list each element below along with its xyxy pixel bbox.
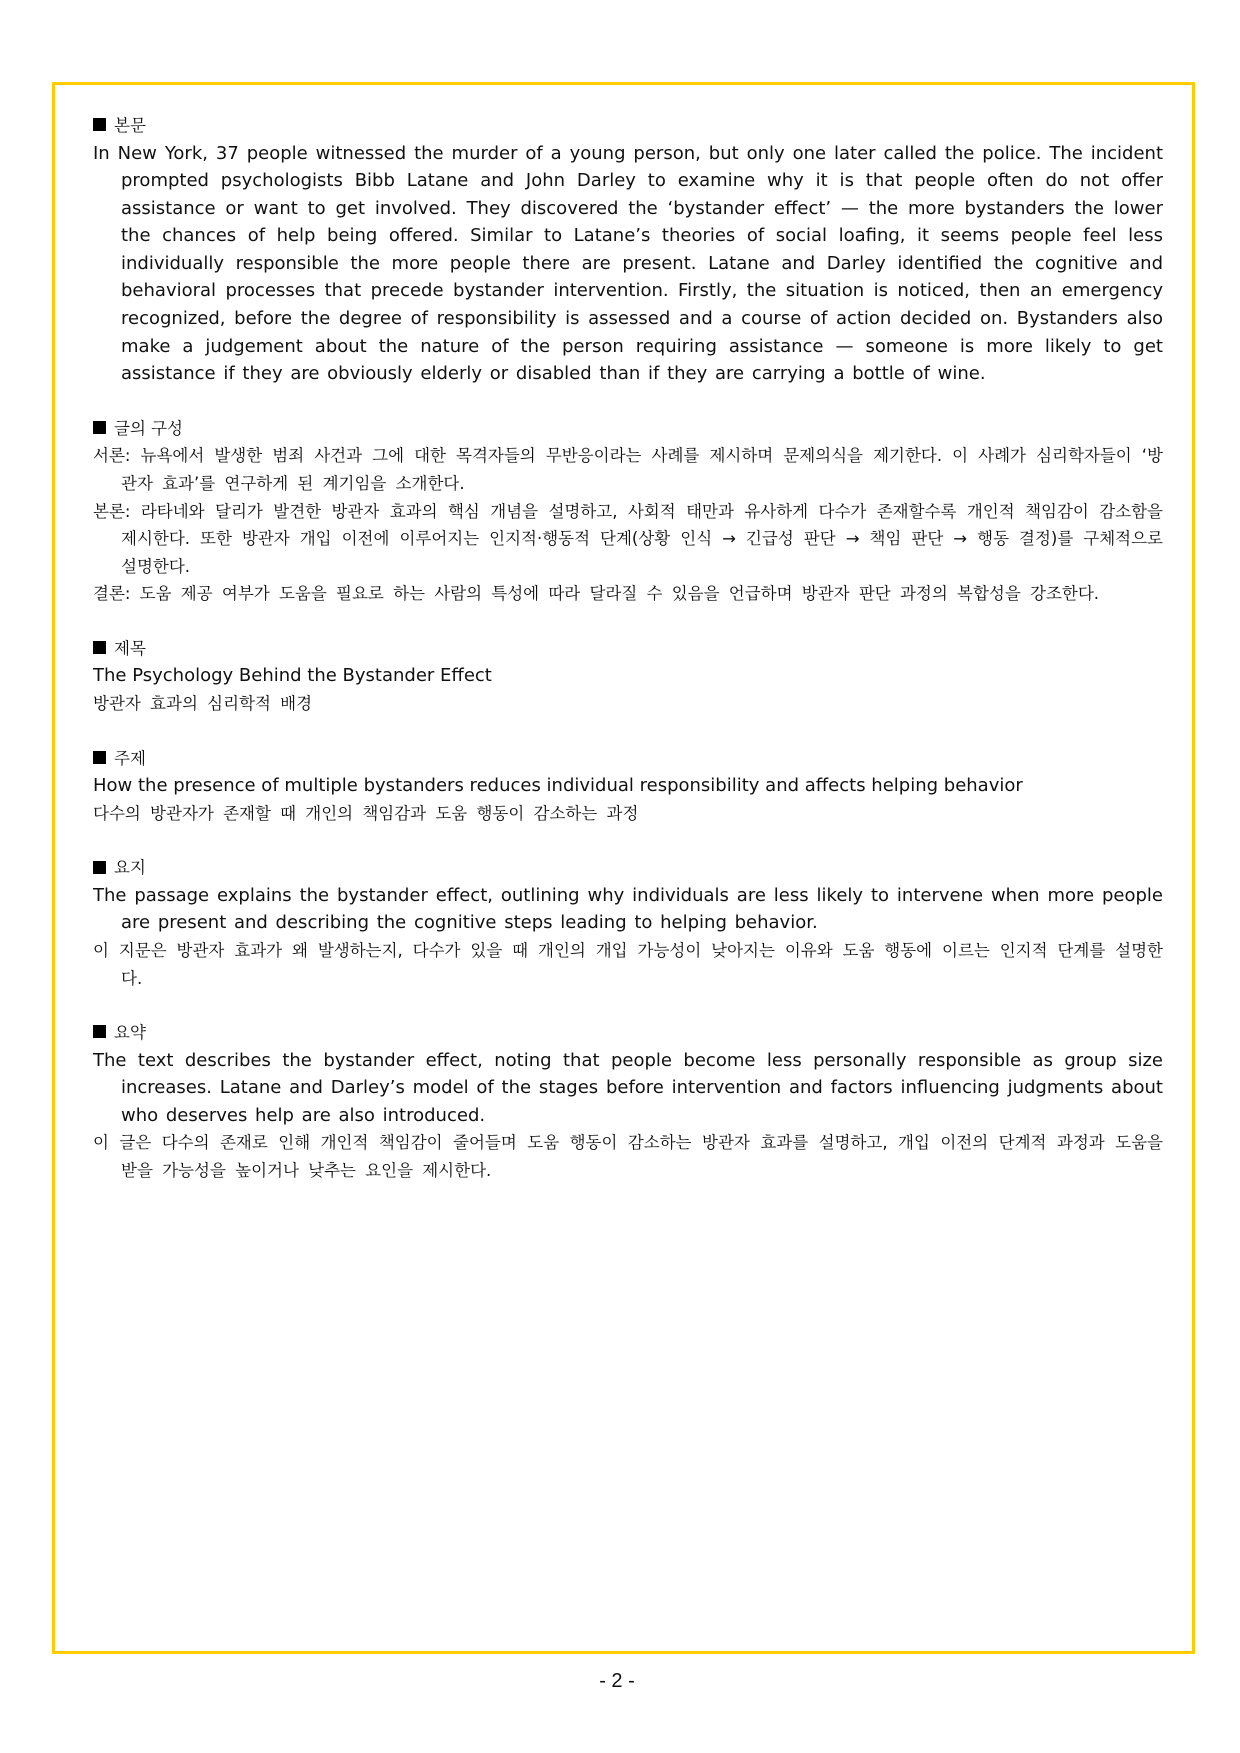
section-heading (93, 1019, 1163, 1047)
square-bullet-icon (93, 1025, 106, 1038)
heading-label: 글의 구성 (114, 418, 184, 438)
gist-english: The passage explains the bystander effect, outlining why individuals are less likely to intervene when more people are present and describing the cognitive steps leading to helping behavior. (93, 884, 1163, 934)
heading-label: 요지 (114, 858, 146, 878)
topic-english: How the presence of multiple bystanders reduces individual responsibility and affects helping behavior (93, 775, 1023, 797)
heading-label: 요약 (114, 1023, 146, 1043)
gist-korean: 이 지문은 방관자 효과가 왜 발생하는지, 다수가 있을 때 개인의 개입 가능성이 낮아지는 이유와 도움 행동에 이르는 인지적 단계를 설명한다. (93, 940, 1163, 988)
square-bullet-icon (93, 118, 106, 131)
section-structure (93, 415, 1163, 608)
heading-label: 주제 (114, 748, 146, 768)
summary-korean: 이 글은 다수의 존재로 인해 개인적 책임감이 줄어들며 도움 행동이 감소하는 방관자 효과를 설명하고, 개입 이전의 단계적 과정과 도움을 받을 가능성을 높이거나 낮추는 요인을 제시한다. (93, 1133, 1163, 1181)
page-number: - 2 - (599, 1670, 635, 1692)
section-heading (93, 635, 1163, 663)
square-bullet-icon (93, 641, 106, 654)
section-topic (93, 745, 1163, 828)
heading-label: 본문 (114, 116, 146, 135)
section-heading (93, 854, 1163, 882)
square-bullet-icon (93, 421, 106, 434)
summary-english: The text describes the bystander effect, noting that people become less personally responsible as group size increases. Latane and Darley’s model of the stages before intervention and factors influencing judgments about who deserves help are also introduced. (93, 1049, 1163, 1126)
title-korean: 방관자 효과의 심리학적 배경 (93, 694, 313, 713)
section-summary (93, 1019, 1163, 1184)
page-content (93, 112, 1163, 1212)
section-heading (93, 112, 1163, 140)
square-bullet-icon (93, 751, 106, 764)
structure-conclusion: 결론: 도움 제공 여부가 도움을 필요로 하는 사람의 특성에 따라 달라질 수 있음을 언급하며 방관자 판단 과정의 복합성을 강조한다. (93, 584, 1100, 604)
heading-label: 제목 (114, 638, 146, 658)
structure-intro: 서론: 뉴욕에서 발생한 범죄 사건과 그에 대한 목격자들의 무반응이라는 사례를 제시하며 문제의식을 제기한다. 이 사례가 심리학자들이 ‘방관자 효과’를 연구하게 된 계기임을 소개한다. (93, 446, 1163, 493)
section-gist (93, 854, 1163, 992)
passage-text: In New York, 37 people witnessed the murder of a young person, but only one later called the police. The incident prompted psychologists Bibb Latane and John Darley to examine why it is that people often do not offer assistance or want to get involved. They discovered the ‘bystander effect’ — the more bystanders the lower the chances of help being offered. Similar to Latane’s theories of social loafing, it seems people feel less individually responsible the more people there are present. Latane and Darley identified the cognitive and behavioral processes that precede bystander intervention. Firstly, the situation is noticed, then an emergency recognized, before the degree of responsibility is assessed and a course of action decided on. Bystanders also make a judgement about the nature of the person requiring assistance — someone is more likely to get assistance if they are obviously elderly or disabled than if they are carrying a bottle of wine. (93, 142, 1163, 385)
section-title (93, 635, 1163, 718)
topic-korean: 다수의 방관자가 존재할 때 개인의 책임감과 도움 행동이 감소하는 과정 (93, 803, 639, 823)
structure-main: 본론: 라타네와 달리가 발견한 방관자 효과의 핵심 개념을 설명하고, 사회적 태만과 유사하게 다수가 존재할수록 개인적 책임감이 감소함을 제시한다. 또한 방관자 개입 이전에 이루어지는 인지적·행동적 단계(상황 인식 → 긴급성 판단 → 책임 판단 → 행동 결정)를 구체적으로 설명한다. (93, 501, 1163, 576)
title-english: The Psychology Behind the Bystander Effect (93, 665, 492, 687)
section-body-passage (93, 112, 1163, 388)
square-bullet-icon (93, 861, 106, 874)
section-heading (93, 415, 1163, 443)
section-heading (93, 745, 1163, 773)
